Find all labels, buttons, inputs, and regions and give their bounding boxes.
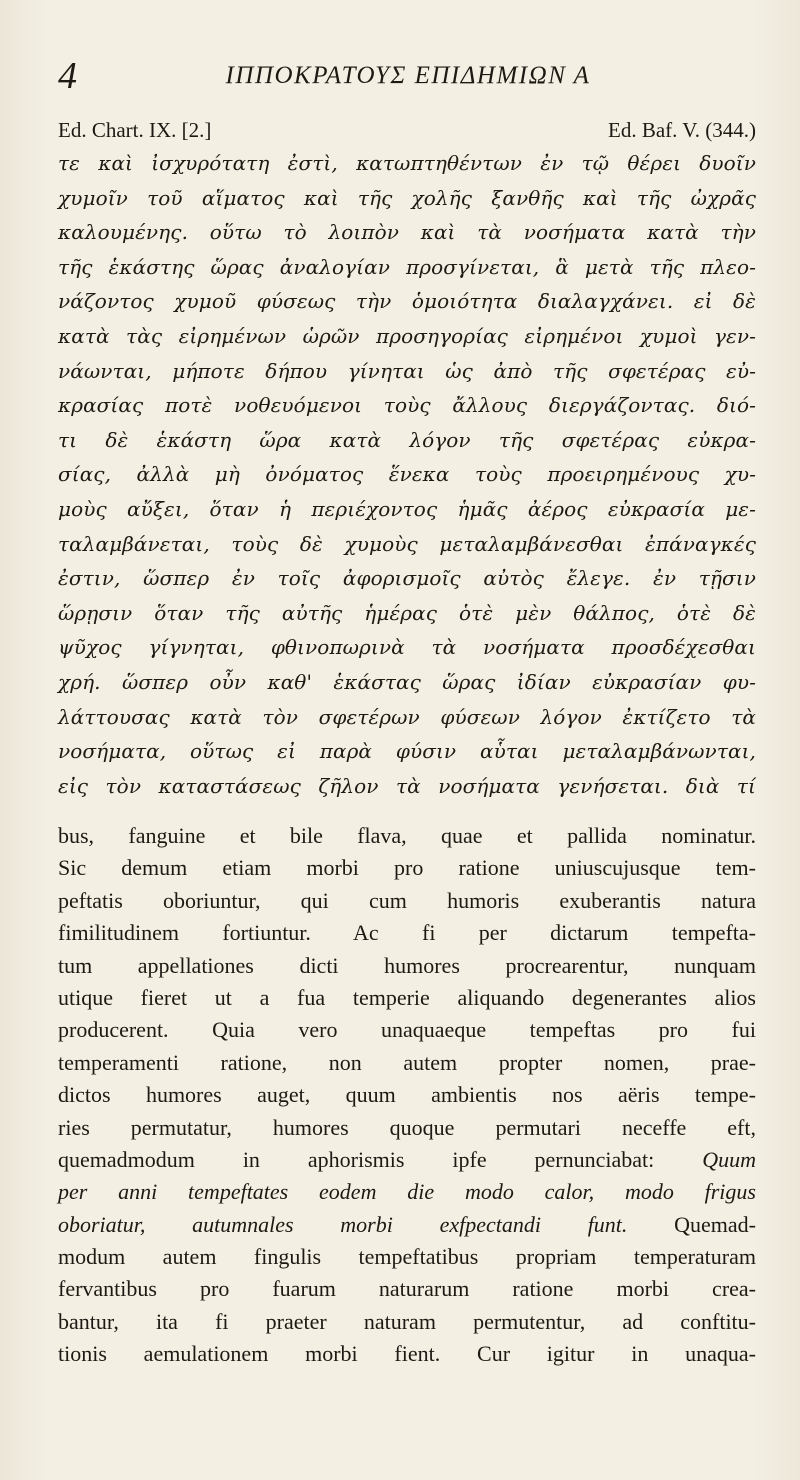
greek-line: νάωνται, μήποτε δήπου γίνηται ὡς ἀπὸ τῆς σφετέρας εὐ- xyxy=(58,358,756,383)
edition-references xyxy=(58,116,756,144)
greek-line: χρή. ὥσπερ οὖν καθ' ἑκάστας ὥρας ἰδίαν εὐκρασίαν φυ- xyxy=(58,669,756,694)
greek-line: κρασίας ποτὲ νοθευόμενοι τοὺς ἄλλους διεργάζοντας. διό- xyxy=(58,393,756,418)
greek-line: λάττουσας κατὰ τὸν σφετέρων φύσεων λόγον ἐκτίζετο τὰ xyxy=(58,704,756,729)
latin-line: Sic demum etiam morbi pro ratione uniuscujusque tem- xyxy=(58,855,756,881)
greek-line: κατὰ τὰς εἰρημένων ὡρῶν προσηγορίας εἰρημένοι χυμοὶ γεν- xyxy=(58,323,756,348)
greek-line: νοσήματα, οὕτως εἰ παρὰ φύσιν αὗται μεταλαμβάνωνται, xyxy=(58,739,756,764)
latin-line: producerent. Quia vero unaquaeque tempeftas pro fui xyxy=(58,1017,756,1043)
page-number: 4 xyxy=(58,55,77,97)
greek-line: μοὺς αὔξει, ὅταν ἡ περιέχοντος ἡμᾶς ἀέρος εὐκρασία με- xyxy=(58,496,756,521)
greek-line: τῆς ἑκάστης ὥρας ἀναλογίαν προσγίνεται, ἃ μετὰ τῆς πλεο- xyxy=(58,254,756,279)
latin-line: peftatis oboriuntur, qui cum humoris exuberantis natura xyxy=(58,887,756,913)
greek-line: καλουμένης. οὕτω τὸ λοιπὸν καὶ τὰ νοσήματα κατὰ τὴν xyxy=(58,220,756,245)
greek-line: τε καὶ ἰσχυρότατη ἐστὶ, κατωπτηθέντων ἐν τῷ θέρει δυοῖν xyxy=(58,151,756,175)
latin-line: fimilitudinem fortiuntur. Ac fi per dictarum tempefta- xyxy=(58,920,756,946)
latin-line: modum autem fingulis tempeftatibus propriam temperaturam xyxy=(58,1244,756,1270)
greek-line: τι δὲ ἑκάστη ὥρα κατὰ λόγον τῆς σφετέρας εὐκρα- xyxy=(58,427,756,452)
latin-line: bus, fanguine et bile flava, quae et pallida nominatur. xyxy=(58,823,756,848)
greek-text-block xyxy=(58,146,756,803)
greek-line: ταλαμβάνεται, τοὺς δὲ χυμοὺς μεταλαμβάνεσθαι ἐπάναγκές xyxy=(58,531,756,556)
latin-text-block xyxy=(58,820,756,1371)
latin-line: bantur, ita fi praeter naturam permutentur, ad conftitu- xyxy=(58,1308,756,1334)
latin-line: tum appellationes dicti humores procrearentur, nunquam xyxy=(58,952,756,978)
latin-line: per anni tempeftates eodem die modo calor, modo frigus xyxy=(58,1179,756,1205)
latin-line: ries permutatur, humores quoque permutari neceffe eft, xyxy=(58,1114,756,1140)
greek-line: ὥρῃσιν ὅταν τῆς αὐτῆς ἡμέρας ὁτὲ μὲν θάλπος, ὁτὲ δὲ xyxy=(58,600,756,625)
latin-line: oboriatur, autumnales morbi exfpectandi funt. Quemad- xyxy=(58,1211,756,1237)
greek-line: ἐστιν, ὥσπερ ἐν τοῖς ἀφορισμοῖς αὐτὸς ἔλεγε. ἐν τῇσιν xyxy=(58,566,756,591)
running-head xyxy=(58,56,758,96)
latin-line: dictos humores auget, quum ambientis nos aëris tempe- xyxy=(58,1082,756,1108)
greek-line: ψῦχος γίγνηται, φθινοπωρινὰ τὰ νοσήματα προσδέχεσθαι xyxy=(58,635,756,660)
greek-line: νάζοντος χυμοῦ φύσεως τὴν ὁμοιότητα διαλαγχάνει. εἰ δὲ xyxy=(58,289,756,314)
latin-line: temperamenti ratione, non autem propter nomen, prae- xyxy=(58,1049,756,1075)
chartier-edition-ref: Ed. Chart. IX. [2.] xyxy=(58,118,212,142)
greek-line: χυμοῖν τοῦ αἵματος καὶ τῆς χολῆς ξανθῆς καὶ τῆς ὠχρᾶς xyxy=(58,185,756,210)
latin-line: tionis aemulationem morbi fient. Cur igitur in unaqua- xyxy=(58,1341,756,1367)
latin-line: utique fieret ut a fua temperie aliquando degenerantes alios xyxy=(58,984,756,1010)
basel-edition-ref: Ed. Baf. V. (344.) xyxy=(608,118,756,142)
latin-line: quemadmodum in aphorismis ipfe pernunciabat: Quum xyxy=(58,1146,756,1172)
latin-line: fervantibus pro fuarum naturarum ratione morbi crea- xyxy=(58,1276,756,1302)
greek-line: σίας, ἀλλὰ μὴ ὀνόματος ἕνεκα τοὺς προειρημένους χυ- xyxy=(58,462,756,487)
book-title: ΙΠΠΟΚΡΑΤΟΥΣ ΕΠΙΔΗΜΙΩΝ Α xyxy=(225,62,591,89)
greek-line: εἰς τὸν καταστάσεως ζῆλον τὰ νοσήματα γενήσεται. διὰ τί xyxy=(58,773,756,798)
